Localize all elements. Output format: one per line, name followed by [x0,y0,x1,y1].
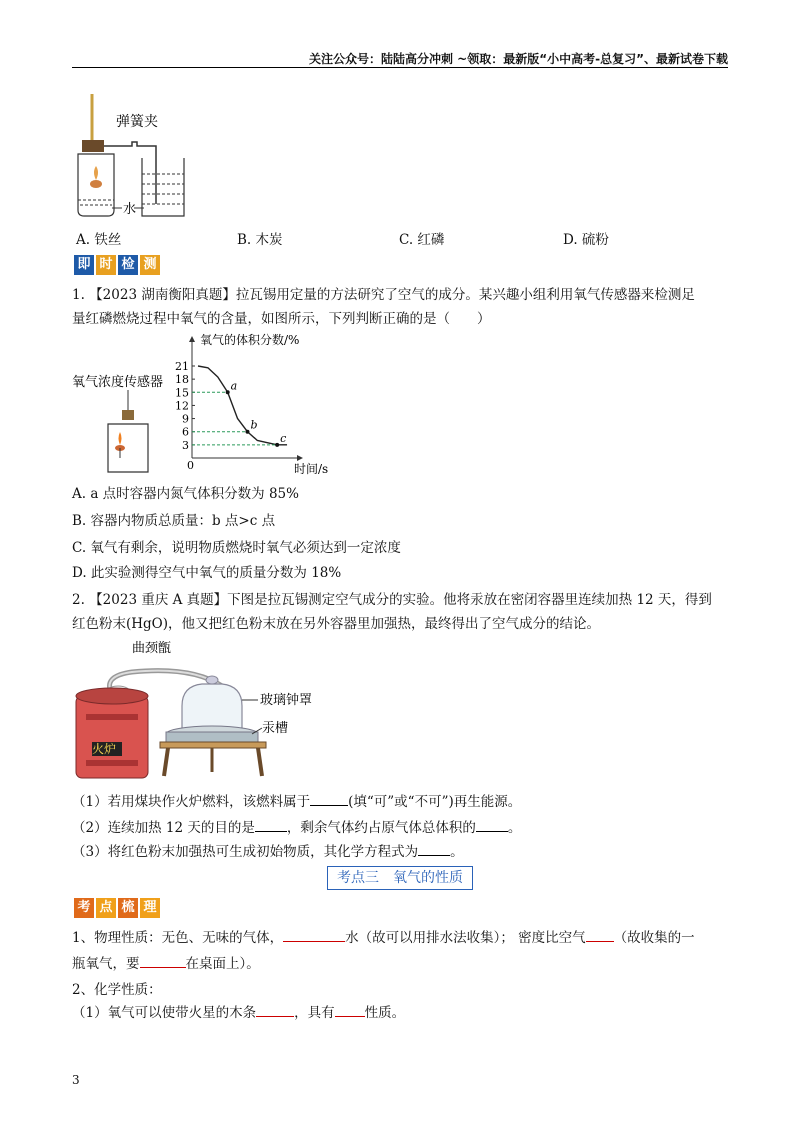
q2-sub2-text-b: ，剩余气体约占原气体总体积的 [286,820,476,836]
figure-flask-apparatus [72,92,242,224]
figure-sensor-chart [72,332,372,480]
prop-text: （故收集的一 [613,930,695,946]
q2-sub3 [72,842,464,862]
q1-option-a: A. a 点时容器内氮气体积分数为 85% [72,486,299,502]
q2-sub3-text-a: （3）将红色粉末加强热可生成初始物质，其化学方程式为 [72,844,419,860]
data-point-a [226,390,230,394]
badge-char: 测 [140,255,160,275]
q2-stem-line2: 红色粉末(HgO)，他又把红色粉末放在另外容器里加强热，最终得出了空气成分的结论。 [72,616,601,632]
q2-sub3-text-b: 。 [450,844,464,860]
q1-option-b: B. 容器内物质总质量：b 点>c 点 [72,513,276,529]
prop-line1 [72,928,695,948]
q1-option-c: C. 氧气有剩余，说明物质燃烧时氧气必须达到一定浓度 [72,540,401,556]
answer-blank[interactable] [255,831,287,832]
answer-blank[interactable] [476,831,508,832]
prop-line4 [72,1003,405,1023]
option-d: D. 硫粉 [563,232,609,248]
figure-lavoisier-apparatus [72,636,322,782]
badge-char: 即 [74,255,94,275]
option-c: C. 红磷 [399,232,445,248]
chart-origin: 0 [187,459,194,472]
badge-char: 检 [118,255,138,275]
prop-text: 在桌面上）。 [185,956,260,972]
y-tick-label: 3 [182,438,189,452]
y-tick-label: 21 [175,360,189,373]
prop-line3: 2、化学性质： [72,982,162,998]
q1-option-d: D. 此实验测得空气中氧气的质量分数为 18% [72,565,342,581]
answer-blank[interactable] [256,1016,294,1017]
label-furnace: 火炉 [92,742,117,756]
q2-sub1 [72,792,521,812]
oxygen-chart [175,332,328,476]
q2-stem-line1: 2. 【2023 重庆 A 真题】下图是拉瓦锡测定空气成分的实验。他将汞放在密闭容器里连续加热 12 天，得到 [72,592,712,608]
point-label-c: c [280,431,287,445]
prop-text: ，具有 [294,1005,335,1021]
label-trough: 汞槽 [262,721,289,736]
answer-blank[interactable] [140,967,186,968]
header-text: 关注公众号：陆陆高分冲刺 ~领取：最新版“小中高考-总复习”、最新试卷下载 [309,52,728,66]
answer-blank[interactable] [418,855,450,856]
q2-sub2-text-c: 。 [507,820,522,836]
label-retort: 曲颈甑 [132,641,172,656]
q2-sub1-text-b: (填“可”或“不可”)再生能源。 [348,794,522,810]
badge-char: 考 [74,898,94,918]
q2-sub2-text-a: （2）连续加热 12 天的目的是 [72,820,255,836]
section-title: 考点三 氧气的性质 [327,866,473,890]
page-number: 3 [72,1073,80,1087]
header-rule [72,67,728,68]
answer-blank[interactable] [586,941,614,942]
label-water: 水 [123,202,137,217]
q1-stem-line2: 量红磷燃烧过程中氧气的含量，如图所示，下列判断正确的是（ ） [72,311,491,327]
badge-char: 点 [96,898,116,918]
q1-stem-line1: 1. 【2023 湖南衡阳真题】拉瓦锡用定量的方法研究了空气的成分。某兴趣小组利用氧气传感器来检测足 [72,287,695,303]
label-spring-clip: 弹簧夹 [116,114,158,130]
y-tick-label: 15 [175,386,189,400]
option-a: A. 铁丝 [76,232,122,248]
label-bell-jar: 玻璃钟罩 [260,693,313,708]
y-tick-label: 6 [182,425,189,439]
point-label-b: b [250,418,258,432]
answer-blank[interactable] [335,1016,365,1017]
answer-blank[interactable] [310,805,348,806]
badge-key-points [74,898,160,918]
q2-sub2 [72,818,521,838]
point-label-a: a [230,379,238,393]
prop-text: 水（故可以用排水法收集）； 密度比空气 [345,930,586,946]
chart-xlabel: 时间/s [294,462,329,476]
badge-char: 理 [140,898,160,918]
answer-blank[interactable] [283,941,345,942]
label-sensor: 氧气浓度传感器 [72,375,164,390]
prop-text: 性质。 [364,1005,406,1021]
badge-instant-check [74,255,160,275]
prop-text: 1、物理性质：无色、无味的气体， [72,930,284,946]
option-b: B. 木炭 [237,232,283,248]
prop-text: 瓶氧气，要 [72,956,140,972]
data-point-c [275,443,279,447]
badge-char: 时 [96,255,116,275]
y-tick-label: 9 [182,412,189,426]
data-point-b [245,430,249,434]
y-tick-label: 12 [175,399,189,413]
q2-sub1-text-a: （1）若用煤块作火炉燃料，该燃料属于 [72,794,311,810]
prop-line2 [72,954,260,974]
chart-ylabel: 氧气的体积分数/% [200,333,300,347]
prop-text: （1）氧气可以使带火星的木条 [72,1005,257,1021]
x-axis-arrow [297,455,303,461]
y-tick-label: 18 [175,373,189,387]
badge-char: 梳 [118,898,138,918]
y-axis-arrow [189,336,195,342]
oxygen-series-line [198,366,287,445]
